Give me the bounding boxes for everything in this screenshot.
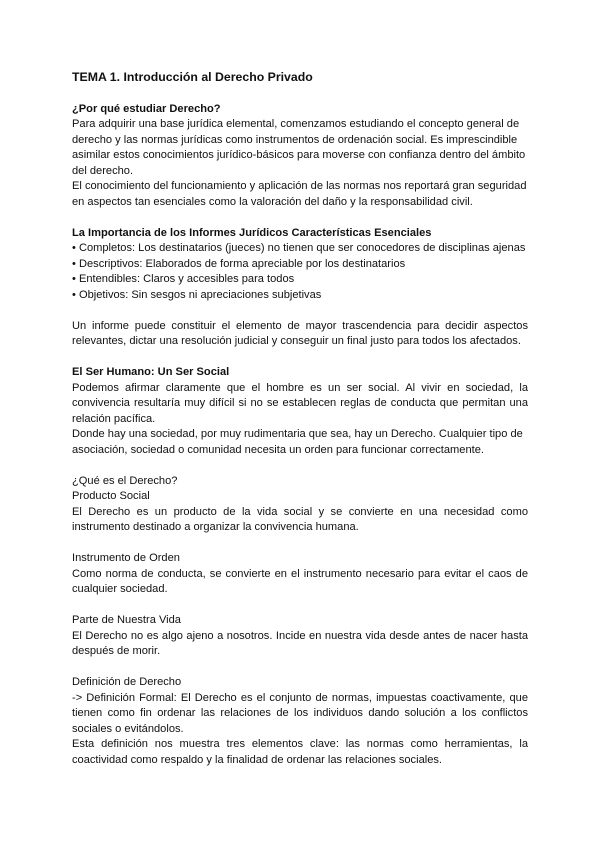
section-informes-juridicos [72, 226, 528, 350]
list-item: • Entendibles: Claros y accesibles para todos [72, 273, 295, 285]
subheading: Parte de Nuestra Vida [72, 614, 181, 626]
subheading: Definición de Derecho [72, 676, 182, 688]
subheading: Instrumento de Orden [72, 552, 180, 564]
section-heading: La Importancia de los Informes Jurídicos Características Esenciales [72, 226, 432, 239]
list-item: • Descriptivos: Elaborados de forma apreciable por los destinatarios [72, 257, 406, 270]
subheading: Producto Social [72, 490, 150, 502]
section-heading: ¿Por qué estudiar Derecho? [72, 102, 221, 115]
paragraph: El conocimiento del funcionamiento y aplicación de las normas nos reportará gran seguridad en aspectos tan esenciales como la valoración del daño y la responsabilidad civil. [72, 180, 527, 208]
section-ser-humano [72, 365, 528, 458]
section-que-es-derecho [72, 474, 528, 769]
section-heading: ¿Qué es el Derecho? [72, 474, 178, 487]
paragraph: Un informe puede constituir el elemento de mayor trascendencia para decidir aspectos relevantes, dictar una resolución judicial y conseguir un final justo para todos los afectados. [72, 319, 528, 347]
paragraph: Podemos afirmar claramente que el hombre es un ser social. Al vivir en sociedad, la convivencia resultaría muy difícil si no se establecen reglas de conducta que permitan una relación pacífica. [72, 381, 528, 425]
bullet-list [72, 241, 528, 303]
paragraph: Para adquirir una base jurídica elemental, comenzamos estudiando el concepto general de derecho y las normas jurídicas como instrumentos de ordenación social. Es imprescindible asimilar estos conocimientos jurídico-básicos para moverse con confianza dentro del ámbito del derecho. [72, 118, 526, 177]
paragraph: Donde hay una sociedad, por muy rudimentaria que sea, hay un Derecho. Cualquier tipo de asociación, sociedad o comunidad necesita un orden para funcionar correctamente. [72, 428, 523, 456]
list-item: • Completos: Los destinatarios (jueces) no tienen que ser conocedores de disciplinas ajenas [72, 242, 526, 254]
paragraph: -> Definición Formal: El Derecho es el conjunto de normas, impuestas coactivamente, que tienen como fin ordenar las relaciones de los individuos dando solución a los conflictos sociales o evitándolos. [72, 691, 528, 735]
section-por-que-estudiar [72, 102, 528, 211]
paragraph: Esta definición nos muestra tres elementos clave: las normas como herramientas, la coactividad como respaldo y la finalidad de ordenar las relaciones sociales. [72, 738, 528, 766]
section-heading: El Ser Humano: Un Ser Social [72, 366, 230, 378]
paragraph: El Derecho no es algo ajeno a nosotros. Incide en nuestra vida desde antes de nacer hasta después de morir. [72, 629, 528, 657]
paragraph: El Derecho es un producto de la vida social y se convierte en una necesidad como instrumento destinado a organizar la convivencia humana. [72, 505, 528, 533]
list-item: • Objetivos: Sin sesgos ni apreciaciones subjetivas [72, 288, 322, 301]
paragraph: Como norma de conducta, se convierte en el instrumento necesario para evitar el caos de cualquier sociedad. [72, 567, 528, 595]
page-title: TEMA 1. Introducción al Derecho Privado [72, 70, 313, 84]
